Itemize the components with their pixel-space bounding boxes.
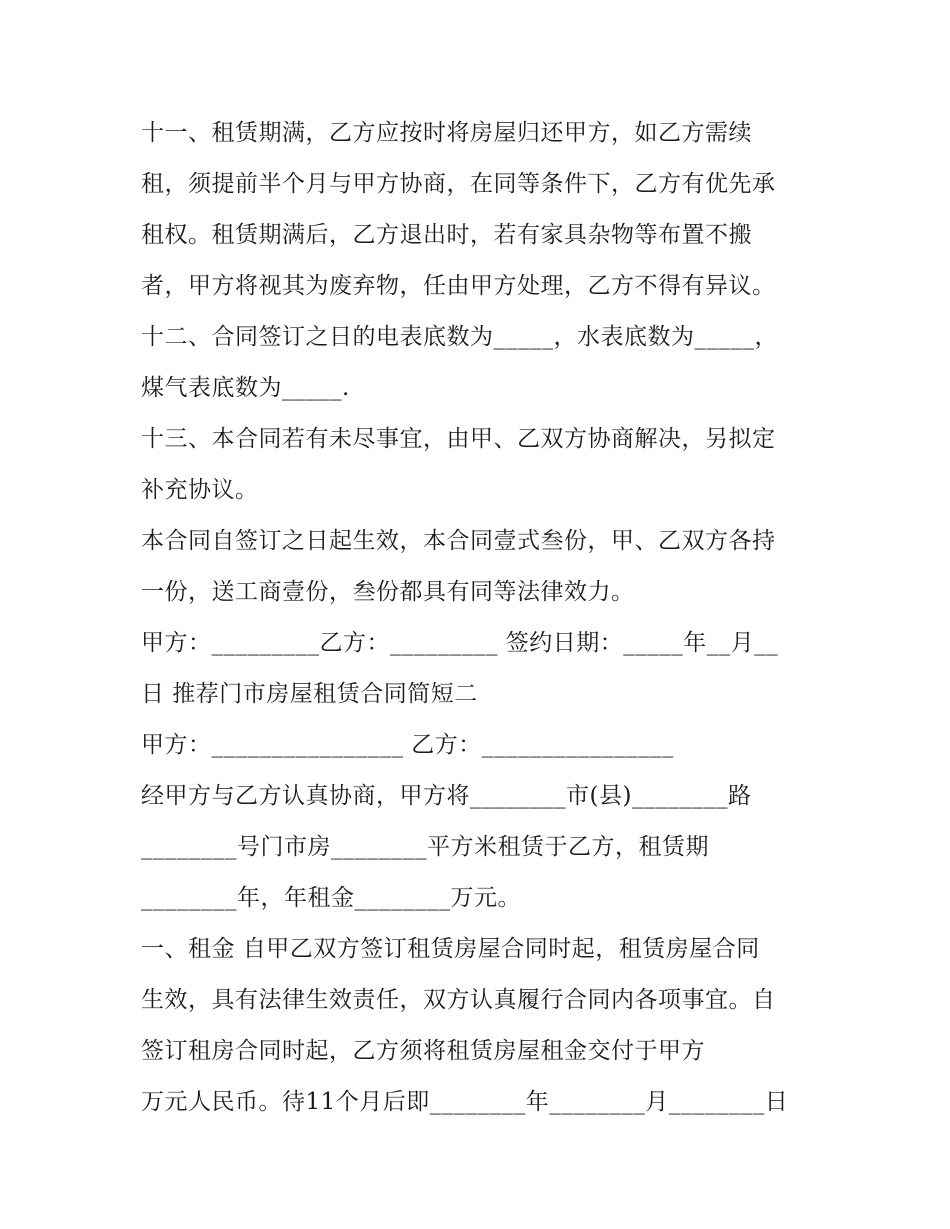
text-line: 甲方：________________ 乙方：________________ [141, 732, 674, 758]
text-line: 十三、本合同若有未尽事宜，由甲、乙双方协商解决，另拟定 [141, 426, 776, 452]
text-line: ________年，年租金________万元。 [141, 885, 521, 911]
text-line: 租，须提前半个月与甲方协商，在同等条件下，乙方有优先承 [141, 171, 776, 197]
text-line: 一份，送工商壹份，叁份都具有同等法律效力。 [141, 579, 635, 605]
text-line: 经甲方与乙方认真协商，甲方将________市(县)________路 [141, 783, 752, 809]
text-line: 补充协议。 [141, 477, 259, 503]
text-line: 租权。租赁期满后，乙方退出时，若有家具杂物等布置不搬 [141, 222, 752, 248]
text-line: 生效，具有法律生效责任，双方认真履行合同内各项事宜。自 [141, 987, 776, 1013]
text-line: 日 推荐门市房屋租赁合同简短二 [141, 681, 478, 707]
text-line: 一、租金 自甲乙双方签订租赁房屋合同时起，租赁房屋合同 [141, 936, 760, 962]
text-line: 万元人民币。待11个月后即________年________月________日 [141, 1089, 789, 1115]
text-line: 煤气表底数为_____. [141, 375, 350, 401]
text-line: 本合同自签订之日起生效，本合同壹式叁份，甲、乙双方各持 [141, 528, 776, 554]
text-line: 十二、合同签订之日的电表底数为_____，水表底数为_____， [141, 324, 778, 350]
text-line: 十一、租赁期满，乙方应按时将房屋归还甲方，如乙方需续 [141, 120, 752, 146]
contract-text [141, 108, 821, 1128]
text-line: 甲方：_________乙方：_________ 签约日期：_____年__月__ [141, 630, 779, 656]
text-line: 签订租房合同时起，乙方须将租赁房屋租金交付于甲方 [141, 1038, 705, 1064]
text-line: ________号门市房________平方米租赁于乙方，租赁期 [141, 834, 709, 860]
text-line: 者，甲方将视其为废弃物，任由甲方处理，乙方不得有异议。 [141, 273, 776, 299]
